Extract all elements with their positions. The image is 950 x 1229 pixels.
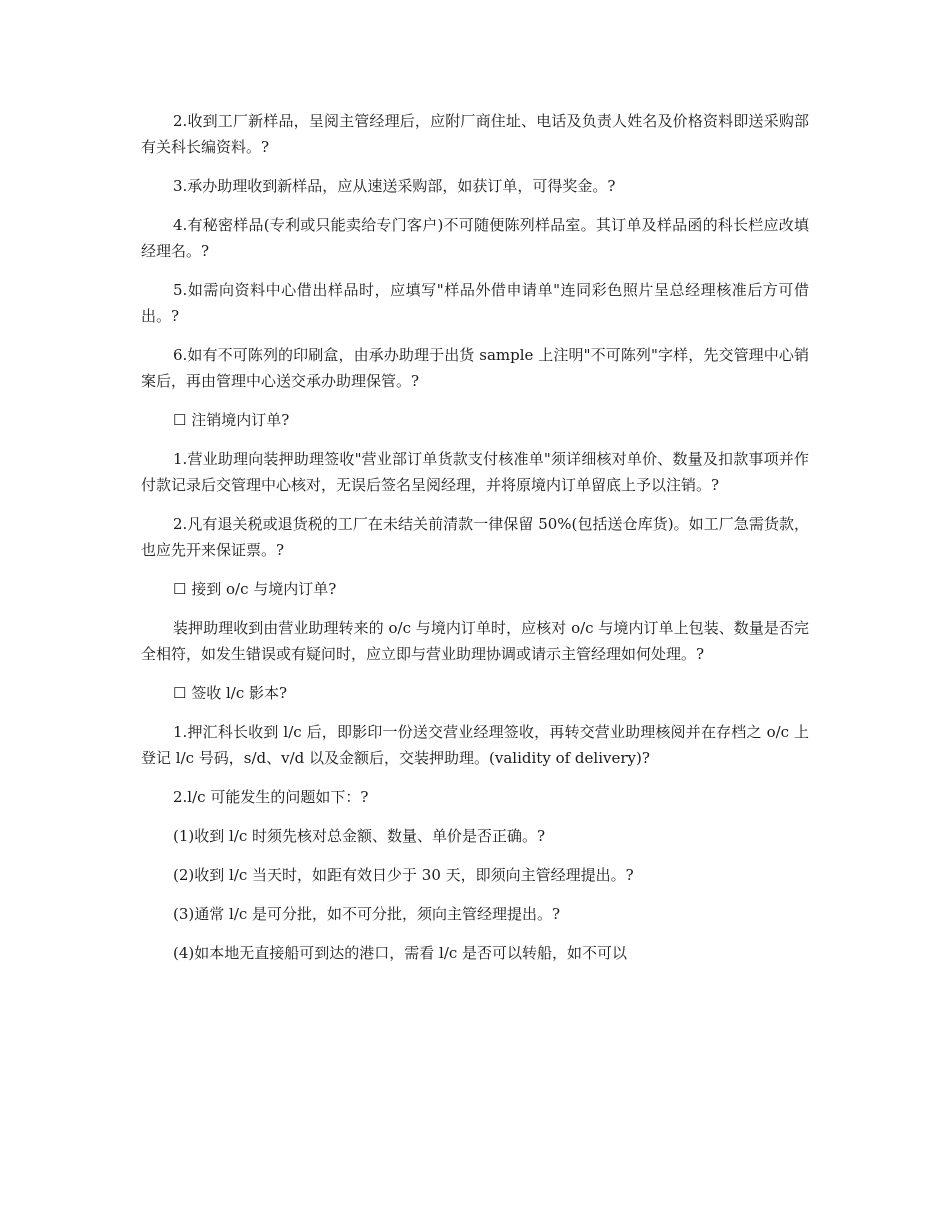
paragraph-secret-samples: 4.有秘密样品(专利或只能卖给专门客户)不可随便陈列样品室。其订单及样品函的科长栏应改填经理名。? [141, 216, 809, 260]
section-heading-sign-lc-copy: ☐ 签收 l/c 影本? [173, 684, 288, 702]
paragraph-lc-issue-1: (1)收到 l/c 时须先核对总金额、数量、单价是否正确。? [173, 827, 546, 845]
paragraph-sample-bonus: 3.承办助理收到新样品，应从速送采购部，如获订单，可得奖金。? [173, 177, 616, 195]
paragraph-lc-receipt: 1.押汇科长收到 l/c 后，即影印一份送交营业经理签收，再转交营业助理核阅并在存档之 o/c 上登记 l/c 号码，s/d、v/d 以及金额后，交装押助理。(validity of delivery)? [141, 723, 809, 767]
paragraph-lc-issue-3: (3)通常 l/c 是可分批，如不可分批，须向主管经理提出。? [173, 905, 561, 923]
paragraph-lc-issue-4: (4)如本地无直接船可到达的港口，需看 l/c 是否可以转船，如不可以 [173, 944, 628, 962]
section-heading-cancel-domestic-orders: ☐ 注销境内订单? [173, 411, 290, 429]
paragraph-oc-verification: 装押助理收到由营业助理转来的 o/c 与境内订单时，应核对 o/c 与境内订单上包装、数量是否完全相符，如发生错误或有疑问时，应立即与营业助理协调或请示主管经理如何处理。? [141, 619, 809, 663]
paragraph-sample-borrowing: 5.如需向资料中心借出样品时，应填写"样品外借申请单"连同彩色照片呈总经理核准后方可借出。? [141, 281, 809, 325]
paragraph-lc-issues-intro: 2.l/c 可能发生的问题如下：? [173, 788, 369, 806]
paragraph-tax-retention: 2.凡有退关税或退货税的工厂在未结关前清款一律保留 50%(包括送仓库货)。如工厂急需货款，也应先开来保证票。? [141, 515, 809, 559]
paragraph-payment-approval: 1.营业助理向装押助理签收"营业部订单货款支付核准单"须详细核对单价、数量及扣款事项并作付款记录后交管理中心核对，无误后签名呈阅经理，并将原境内订单留底上予以注销。? [141, 450, 809, 494]
document-page [141, 108, 809, 979]
section-heading-receive-oc-orders: ☐ 接到 o/c 与境内订单? [173, 580, 337, 598]
paragraph-lc-issue-2: (2)收到 l/c 当天时，如距有效日少于 30 天，即须向主管经理提出。? [173, 866, 634, 884]
paragraph-new-sample-handling: 2.收到工厂新样品，呈阅主管经理后，应附厂商住址、电话及负责人姓名及价格资料即送采购部有关科长编资料。? [141, 112, 809, 156]
paragraph-non-display-boxes: 6.如有不可陈列的印刷盒，由承办助理于出货 sample 上注明"不可陈列"字样，先交管理中心销案后，再由管理中心送交承办助理保管。? [141, 346, 809, 390]
